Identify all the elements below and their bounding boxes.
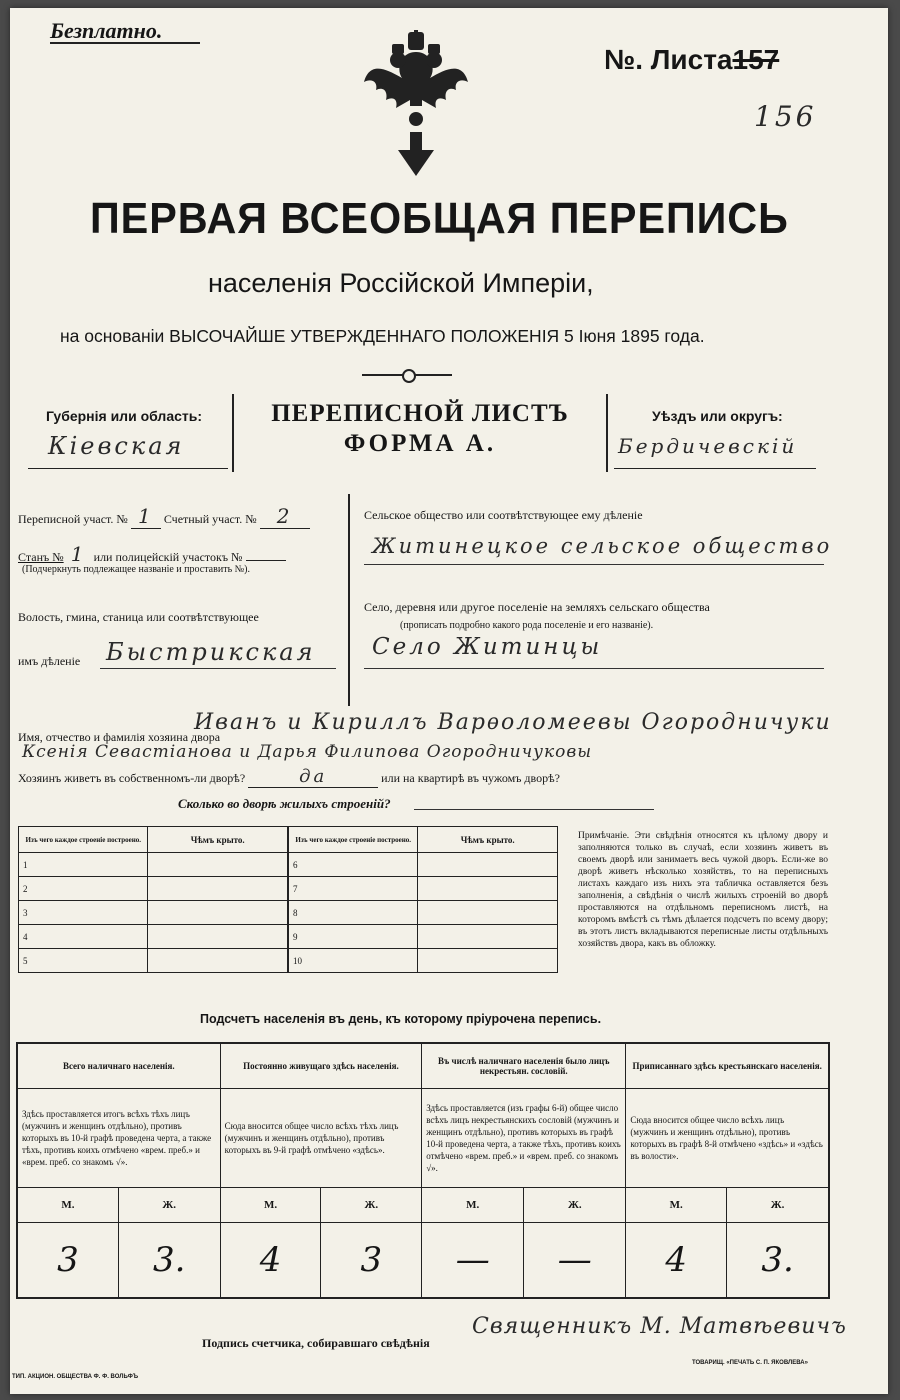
female-label: Ж. [727,1188,829,1223]
col-material-2: Изъ чего каждое строеніе построено. [288,827,418,853]
value-peasant-m: 4 [626,1223,727,1299]
row-num: 2 [19,877,148,901]
sheet-name: ПЕРЕПИСНОЙ ЛИСТЪ [271,400,569,427]
male-label: М. [220,1188,321,1223]
printer-left: ТИП. АКЦИОН. ОБЩЕСТВА Ф. Ф. ВОЛЬФЪ [12,1374,139,1380]
signature-value: Священникъ М. Матвѣевичъ [472,1314,847,1339]
row-num: 6 [288,853,418,877]
value-total-m: 3 [17,1223,118,1299]
owner-value-2: Ксенія Севастіанова и Дарья Филипова Огородничуковы [22,742,593,762]
count-area-value: 2 [260,504,310,529]
header-permanent: Постоянно живущаго здѣсь населенія. [220,1043,422,1089]
male-label: М. [626,1188,727,1223]
uezd-box [606,394,822,472]
village-value: Село Житинцы [372,634,603,660]
sheet-number-value: 156 [754,100,817,133]
underline-note: (Подчеркнуть подлежащее названіе и проставить №). [22,564,250,575]
col-material: Изъ чего каждое строеніе построено. [19,827,148,853]
header-non-peasant: Въ числѣ наличнаго населенія было лицъ некрестьян. сословій. [422,1043,626,1089]
lives-row: Хозяинъ живетъ въ собственномъ-ли дворѣ? да или на квартирѣ въ чужомъ дворѣ? [18,766,560,787]
text-permanent: Сюда вносится общее число всѣхъ тѣхъ лицъ (мужчинъ и женщинъ отдѣльно), противъ которыхъ въ 9-й графѣ отмѣчено «здѣсь». [220,1089,422,1188]
owner-label: Имя, отчество и фамилія хозяина двора [18,730,221,744]
text-peasant: Сюда вносится общее число всѣхъ лицъ (мужчинъ и женщинъ отдѣльно), противъ которыхъ въ графѣ 8-й отмѣчено «здѣсь» и «здѣсь въ волости». [626,1089,829,1188]
society-label: Сельское общество или соотвѣтствующее ему дѣленіе [364,508,643,522]
value-permanent-f: 3 [321,1223,422,1299]
gubernia-value: Кіевская [48,432,185,460]
village-label: Село, деревня или другое поселеніе на земляхъ сельскаго общества [364,600,710,614]
sheet-number-label: №. Листа157 [604,44,780,75]
signature-label: Подпись счетчика, собиравшаго свѣдѣнія [202,1336,430,1350]
lives-value: да [248,766,378,788]
gubernia-label: Губернія или область: [46,408,203,424]
uezd-label: Уѣздъ или округъ: [652,408,783,424]
header-total: Всего наличнаго населенія. [17,1043,220,1089]
summary-title: Подсчетъ населенія въ день, къ которому пріурочена перепись. [200,1012,602,1026]
male-label: М. [17,1188,118,1223]
text-total: Здѣсь проставляется итогъ всѣхъ тѣхъ лицъ (мужчинъ и женщинъ отдѣльно), противъ которыхъ въ 10-й графѣ проведена черта, а также тѣхъ, противъ коихъ отмѣчено «врем. преб.» и «врем. преб. со знакомъ √». [17,1089,220,1188]
value-total-f: 3. [118,1223,220,1299]
col-roof: Чѣмъ крыто. [148,827,288,853]
form-name: ФОРМА А. [343,430,497,457]
buildings-label: Сколько во дворѣ жилыхъ строеній? [178,796,391,811]
row-num: 7 [288,877,418,901]
row-num: 10 [288,949,418,973]
female-label: Ж. [524,1188,626,1223]
value-non-peasant-f: — [524,1223,626,1299]
row-num: 5 [19,949,148,973]
text-non-peasant: Здѣсь проставляется (изъ графы 6-й) общее число всѣхъ лицъ некрестьянскихъ сословій (мужчинъ и женщинъ отдѣльно), противъ которыхъ въ графѣ 10-й проведена черта, а также тѣхъ, противъ коихъ отмѣчено «врем. преб.» и «врем. преб. со знакомъ √». [422,1089,626,1188]
printer-right: ТОВАРИЩ. «ПЕЧАТЬ С. П. ЯКОВЛЕВА» [692,1360,808,1366]
row-num: 8 [288,901,418,925]
note-text: Примѣчаніе. Эти свѣдѣнія относятся къ цѣлому двору и заполняются только въ случаѣ, если хозяинъ живетъ въ своемъ дворѣ или занимаетъ весь чужой дворъ. Если-же во дворѣ живетъ нѣсколько хозяйствъ, то на переписныхъ листахъ каждаго изъ нихъ эта табличка оставляется безъ заполненія, а свѣдѣнія о числѣ жилыхъ строеній во дворѣ проставляются на отдѣльномъ переписномъ листѣ, на которомъ вмѣстѣ съ тѣмъ дѣлается подсчетъ по всему двору; въ этотъ листъ вкладываются переписные листы отдѣльныхъ хозяйствъ двора, какъ въ обложку. [578,831,828,949]
row-num: 1 [19,853,148,877]
value-permanent-m: 4 [220,1223,321,1299]
free-stamp: Безплатно. [50,18,200,44]
uezd-value: Бердичевскій [618,434,798,458]
summary-table [16,1042,830,1299]
sheet-form-title [240,400,600,458]
value-peasant-f: 3. [727,1223,829,1299]
volost-value: Быстрикская [106,638,316,666]
volost-label: Волость, гмина, станица или соотвѣтствующее [18,610,259,624]
row-num: 4 [19,925,148,949]
owner-value: Иванъ и Кириллъ Варѳоломеевы Огородничуки [194,710,832,735]
census-sheet [10,8,888,1394]
main-title: ПЕРВАЯ ВСЕОБЩАЯ ПЕРЕПИСЬ [90,194,789,243]
subtitle: населенія Россійской Имперіи, [208,268,594,298]
census-area-value: 1 [131,504,161,529]
society-value: Житинецкое сельское общество [372,534,833,558]
buildings-table [18,826,558,973]
male-label: М. [422,1188,524,1223]
female-label: Ж. [118,1188,220,1223]
stan-value: 1 [70,542,87,566]
row-num: 9 [288,925,418,949]
gubernia-box [18,394,234,472]
volost-label-2: имъ дѣленіе [18,654,81,668]
row-num: 3 [19,901,148,925]
value-non-peasant-m: — [422,1223,524,1299]
stan-row: Станъ № 1 или полицейскій участокъ № [18,542,286,566]
header-peasant: Приписаннаго здѣсь крестьянскаго населенія. [626,1043,829,1089]
village-note: (прописать подробно какого рода поселеніе и его названіе). [400,620,654,631]
col-roof-2: Чѣмъ крыто. [418,827,558,853]
ornament-divider [362,372,452,378]
female-label: Ж. [321,1188,422,1223]
basis-line: на основаніи ВЫСОЧАЙШЕ УТВЕРЖДЕННАГО ПОЛОЖЕНІЯ 5 Іюня 1895 года. [60,326,705,346]
sheet-crossed-number: 157 [732,44,780,75]
census-area-row: Переписной участ. № 1 Счетный участ. № 2 [18,504,310,529]
imperial-eagle-icon [362,30,470,178]
